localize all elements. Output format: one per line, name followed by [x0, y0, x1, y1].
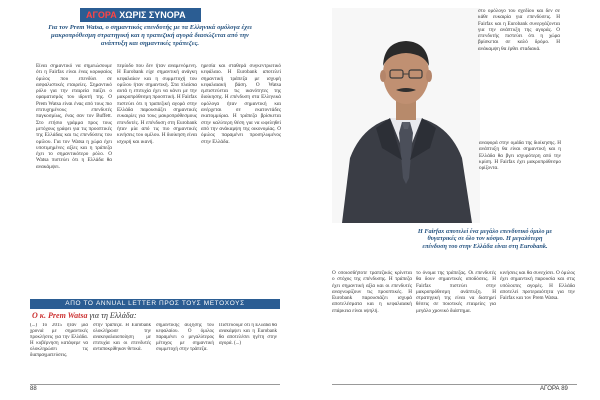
text-column-3: ηρεσία και σταθερά συγκεντρωτικό κεφάλαιο. Η Eurobank αποτελεί σημαντική τράπεζα με ισχυρή κεφαλαιακή βάση. Ο Watsa εμπιστεύεται τις ικανότητες της διοίκησης. Η επένδυση στα Ελληνικά ομόλογα ήταν σημαντική και ανέρχεται σε εκατοντάδες εκατομμύρια. Η τράπεζα βρίσκεται στην καλύτερη θέση για να ωφεληθεί από την ανάκαμψη της οικονομίας. Ο όμιλος παραμένει προσηλωμένος στην Ελλάδα. [201, 63, 281, 145]
magazine-logo: ΑΓΟΡΑ ΧΩΡΙΣ ΣΥΝΟΡΑ [80, 8, 201, 22]
page-number-right: ΑΓΟΡΑ 89 [540, 386, 568, 392]
letter-column-1: (...) Το 2015 ήταν μια χρονιά με σημαντικές προκλήσεις για την Ελλάδα. Η κυβέρνηση κατάφερε να ολοκληρώσει τις διαπραγματεύσεις. [30, 323, 88, 358]
text-column-4: στο ομόλογο του σχεδίου και δεν σε κάθε ευκαιρία για επενδύσεις. Η Fairfax και η Eurobank συνεργάζονται για την ανάπτυξη της αγοράς. Ο επενδυτής πιστεύει ότι η χώρα βρίσκεται σε καλό δρόμο. Η ανάκαμψη θα έρθει σταδιακά. [478, 8, 560, 52]
portrait-illustration [332, 8, 480, 223]
article-intro: Για τον Prem Watsa, ο σημαντικός επενδυτής με τα Ελληνικά ομόλογα έχει μακροπρόθεσμη στρατηγική και η τραπεζική αγορά διασώζεται από την ανάπτυξη και σημαντικές τράπεζες. [48, 24, 252, 47]
letter-box-header: ΑΠΟ ΤΟ ANNUAL LETTER ΠΡΟΣ ΤΟΥΣ ΜΕΤΟΧΟΥΣ [30, 299, 280, 309]
pull-quote: Η Fairfax αποτελεί ένα μεγάλο επενδυτικό όμιλο με θυγατρικές σε όλο τον κόσμο. Η μεγαλύτερη επένδυση του στην Ελλάδα είναι στη Eurobank. [417, 228, 553, 250]
page-number-left: 88 [30, 386, 37, 392]
footer-rule-left [30, 384, 280, 385]
footer-rule-right [332, 384, 577, 385]
text-column-5: αναφορά στην ομάδα της διοίκησης. Η ανάπτυξη θα είναι σημαντική και η Ελλάδα θα βγει ισχυρότερη από την κρίση. Η Fairfax έχει μακροπρόθεσμο ορίζοντα. [479, 140, 561, 172]
text-column-7: το όνομα της τράπεζας. Οι επενδυτές θα δουν σημαντικές αποδόσεις. Η Fairfax πιστεύει στην μακροπρόθεσμη ανάπτυξη. Η στρατηγική της είναι να διατηρεί θέσεις σε ποιοτικές εταιρείες για μεγάλο χρονικό διάστημα. [416, 270, 496, 314]
letter-column-2: στην τράπεζα. Η Eurobank ολοκλήρωσε την ανακεφαλαιοποίηση με επιτυχία και οι επενδυτές ανταποκρίθηκαν θετικά. [93, 323, 151, 352]
letter-column-3: σημαντικής αύξησης του κεφαλαίου. Ο όμιλος παραμένει ο μεγαλύτερος μέτοχος με σημαντική συμμετοχή στην τράπεζα. [156, 323, 214, 352]
letter-column-4: Πιστεύουμε ότι η Ελλάδα θα ανακάμψει και η Eurobank θα αποτελέσει ηγέτη στην αγορά. (...) [219, 323, 277, 346]
text-column-8: κινήσεις και θα συνεχίσει. Ο όμιλος έχει σημαντική παρουσία και στις υπόλοιπες αγορές. Η Ελλάδα αποτελεί προτεραιότητα για την Fairfax και τον Prem Watsa. [500, 270, 575, 302]
portrait-photo [332, 8, 480, 223]
text-column-1: Είναι σημαντικό να σημειώσουμε ότι η Fairfax είναι ένας κορυφαίος όμιλος που επενδύει σε ασφαλιστικές εταιρείες. Σημαντικό ρόλο για την εταιρεία παίζει ο οραματισμός του ιδρυτή της. Ο Prem Watsa είναι ένας από τους πιο επιτυχημένους επενδυτές παγκοσμίως, ένας σαν τον Buffett. Στο ετήσιο γράμμα προς τους μετόχους γράφει για τις προοπτικές της Ελλάδας και τις επενδύσεις του ομίλου. Για τον Watsa η χώρα έχει υποτιμημένες αξίες και η τράπεζα έχει το σημαντικότερο ρόλο. Ο Watsa πιστεύει ότι η Ελλάδα θα ανακάμψει. [36, 63, 112, 170]
text-column-6: Ο οποιοσδήποτε τραπεζικός κρίνεται ο στόχος της επένδυσης. Η τράπεζα έχει σημαντική αξία και οι επενδυτές αναγνωρίζουν τις προοπτικές. Η Eurobank παρουσιάζει ισχυρά αποτελέσματα και η κεφαλαιακή επάρκεια είναι υψηλή. [332, 270, 412, 314]
letter-title: Ο κ. Prem Watsa για τη Ελλάδα: [32, 311, 137, 320]
text-column-2: περίοδο που δεν ήταν αναμενόμενη. Η Eurobank είχε σημαντική ανάγκη κεφαλαίων και η συμμετοχή του ομίλου ήταν σημαντική. Στα πλαίσια αυτά η επιτυχία έχει να κάνει με την μακροπρόθεσμη προοπτική. Η Fairfax πιστεύει ότι η τραπεζική αγορά στην Ελλάδα παρουσιάζει σημαντικές ευκαιρίες για τους μακροπρόθεσμους επενδυτές. Η επένδυση στη Eurobank ήταν μία από τις πιο σημαντικές κινήσεις του ομίλου. Η διοίκηση είναι ισχυρή και ικανή. [117, 63, 197, 145]
